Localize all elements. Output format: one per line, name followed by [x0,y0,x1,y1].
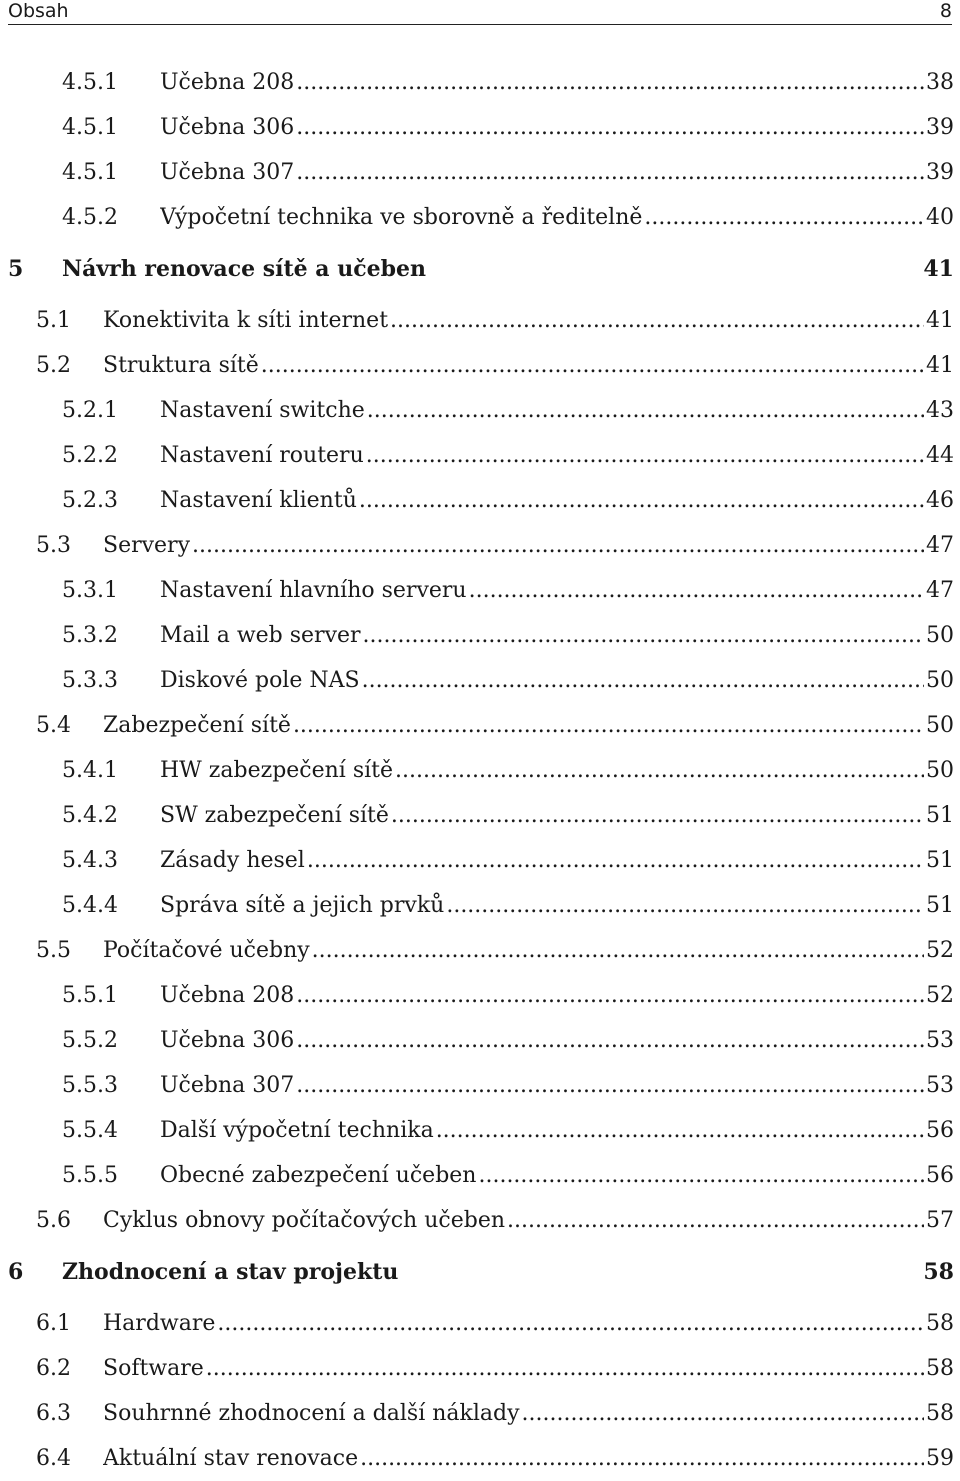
toc-entry[interactable] [0,433,960,478]
toc-entry-title: HW zabezpečení sítě [160,758,394,783]
toc-entry-line [160,613,954,658]
toc-entry-title: Učebna 306 [160,1028,295,1053]
toc-entry-page: 58 [926,1401,954,1426]
toc-entry-title: Zhodnocení a stav projektu [62,1259,399,1285]
toc-entry[interactable] [0,1346,960,1391]
toc-entry-line [62,1243,954,1301]
toc-entry-title: Zabezpečení sítě [103,713,291,738]
toc-entry[interactable] [0,928,960,973]
toc-dot-leader [296,1018,924,1063]
toc-dot-leader [296,60,924,105]
toc-entry-title: Software [103,1356,204,1381]
toc-entry[interactable] [0,1018,960,1063]
toc-dot-leader [390,298,924,343]
toc-entry[interactable] [0,1436,960,1481]
toc-entry[interactable] [0,1108,960,1153]
toc-dot-leader [312,928,924,973]
toc-entry-title: Učebna 208 [160,983,295,1008]
toc-entry-page: 50 [926,758,954,783]
toc-entry-title: Konektivita k síti internet [103,308,389,333]
toc-entry-title: Nastavení routeru [160,443,364,468]
toc-dot-leader [395,748,924,793]
toc-entry-line [160,195,954,240]
toc-entry[interactable] [0,1243,960,1301]
toc-entry-line [160,478,954,523]
toc-entry-title: Učebna 208 [160,70,295,95]
toc-entry-page: 38 [926,70,954,95]
toc-entry[interactable] [0,568,960,613]
toc-dot-leader [362,658,924,703]
toc-dot-leader [367,388,924,433]
toc-entry-number: 5.3.3 [62,668,118,693]
toc-entry-number: 5.5.5 [62,1163,118,1188]
toc-dot-leader [644,195,924,240]
toc-entry-line [160,838,954,883]
toc-entry-line [160,1018,954,1063]
toc-dot-leader [478,1153,924,1198]
toc-entry-title: Hardware [103,1311,216,1336]
toc-entry-line [160,1153,954,1198]
toc-entry-line [103,343,954,388]
toc-entry-page: 47 [926,533,954,558]
toc-entry[interactable] [0,658,960,703]
toc-entry-page: 53 [926,1073,954,1098]
toc-entry-page: 43 [926,398,954,423]
toc-entry-number: 6.4 [36,1446,71,1471]
toc-dot-leader [296,1063,924,1108]
toc-dot-leader [446,883,924,928]
toc-entry-number: 5.3.2 [62,623,118,648]
toc-entry[interactable] [0,1063,960,1108]
toc-entry[interactable] [0,150,960,195]
toc-entry-line [103,703,954,748]
toc-entry-number: 4.5.1 [62,160,118,185]
toc-entry-number: 5.3 [36,533,71,558]
toc-entry-page: 51 [926,803,954,828]
toc-entry[interactable] [0,240,960,298]
toc-dot-leader [436,1108,924,1153]
header-page-number: 8 [939,0,952,22]
toc-entry-line [160,60,954,105]
toc-entry-page: 58 [926,1356,954,1381]
toc-entry-title: Učebna 307 [160,1073,295,1098]
toc-entry-number: 6.1 [36,1311,71,1336]
toc-dot-leader [359,478,924,523]
toc-entry-number: 4.5.2 [62,205,118,230]
toc-entry[interactable] [0,388,960,433]
toc-entry-line [160,883,954,928]
toc-entry-title: Mail a web server [160,623,361,648]
toc-entry-title: Výpočetní technika ve sborovně a ředitelně [160,205,643,230]
toc-entry[interactable] [0,973,960,1018]
toc-entry-title: Nastavení switche [160,398,365,423]
toc-entry-title: Nastavení hlavního serveru [160,578,467,603]
toc-dot-leader [206,1346,924,1391]
toc-entry-line [62,240,954,298]
toc-entry-title: Cyklus obnovy počítačových učeben [103,1208,506,1233]
toc-entry-line [160,748,954,793]
toc-entry-number: 5.2.3 [62,488,118,513]
toc-entry[interactable] [0,1391,960,1436]
toc-entry-number: 5 [8,256,24,282]
toc-entry-line [103,523,954,568]
toc-entry-page: 52 [926,983,954,1008]
toc-entry[interactable] [0,60,960,105]
toc-entry[interactable] [0,838,960,883]
toc-dot-leader [391,793,924,838]
toc-entry-title: Diskové pole NAS [160,668,360,693]
toc-entry-title: Počítačové učebny [103,938,310,963]
toc-entry-page: 56 [926,1163,954,1188]
toc-entry-page: 41 [923,256,954,282]
toc-entry-title: Správa sítě a jejich prvků [160,893,445,918]
toc-dot-leader [293,703,924,748]
toc-entry-page: 53 [926,1028,954,1053]
toc-entry-line [160,793,954,838]
toc-dot-leader [307,838,924,883]
toc-dot-leader [428,240,921,298]
toc-entry[interactable] [0,195,960,240]
toc-entry-number: 5.6 [36,1208,71,1233]
header-section-title: Obsah [8,0,69,22]
toc-entry-page: 52 [926,938,954,963]
toc-dot-leader [400,1243,921,1301]
toc-entry-page: 41 [926,308,954,333]
toc-entry[interactable] [0,1153,960,1198]
toc-entry-page: 50 [926,713,954,738]
toc-entry-line [160,388,954,433]
toc-entry-number: 5.4 [36,713,71,738]
toc-entry[interactable] [0,883,960,928]
toc-entry-line [160,568,954,613]
toc-entry-number: 5.2.1 [62,398,118,423]
toc-entry-title: Struktura sítě [103,353,259,378]
toc-dot-leader [507,1198,924,1243]
toc-entry[interactable] [0,1301,960,1346]
toc-entry-page: 41 [926,353,954,378]
toc-entry-number: 4.5.1 [62,70,118,95]
toc-entry-number: 5.4.2 [62,803,118,828]
toc-entry-page: 39 [926,115,954,140]
toc-dot-leader [363,613,924,658]
toc-entry-line [103,1346,954,1391]
toc-entry-number: 6 [8,1259,24,1285]
toc-dot-leader [522,1391,924,1436]
toc-entry-number: 4.5.1 [62,115,118,140]
toc-entry-number: 5.5.2 [62,1028,118,1053]
toc-entry-line [160,150,954,195]
toc-entry-number: 5.5.1 [62,983,118,1008]
toc-entry-page: 44 [926,443,954,468]
toc-dot-leader [366,433,924,478]
toc-entry[interactable] [0,703,960,748]
toc-entry-number: 6.2 [36,1356,71,1381]
toc-entry-title: Další výpočetní technika [160,1118,434,1143]
toc-entry-title: Učebna 307 [160,160,295,185]
toc-entry-line [103,1301,954,1346]
toc-entry-page: 58 [926,1311,954,1336]
toc-entry-number: 5.2 [36,353,71,378]
toc-entry-line [103,1198,954,1243]
toc-entry-title: Nastavení klientů [160,488,357,513]
toc-entry-number: 5.2.2 [62,443,118,468]
toc-dot-leader [296,150,924,195]
toc-entry-title: Aktuální stav renovace [103,1446,359,1471]
toc-entry-line [103,1436,954,1481]
toc-entry-title: Obecné zabezpečení učeben [160,1163,477,1188]
toc-entry-number: 5.5.3 [62,1073,118,1098]
toc-entry-page: 46 [926,488,954,513]
toc-entry[interactable] [0,613,960,658]
toc-entry-title: Souhrnné zhodnocení a další náklady [103,1401,520,1426]
toc-entry[interactable] [0,298,960,343]
toc-entry[interactable] [0,105,960,150]
toc-dot-leader [217,1301,924,1346]
toc-dot-leader [469,568,924,613]
toc-entry-title: Servery [103,533,191,558]
toc-entry-page: 51 [926,893,954,918]
toc-dot-leader [296,105,924,150]
toc-entry-page: 40 [926,205,954,230]
running-header [8,0,952,25]
toc-entry-number: 6.3 [36,1401,71,1426]
toc-entry-line [160,105,954,150]
toc-entry-line [160,973,954,1018]
toc-entry[interactable] [0,343,960,388]
toc-entry-title: Učebna 306 [160,115,295,140]
toc-entry[interactable] [0,523,960,568]
toc-entry-number: 5.1 [36,308,71,333]
toc-entry-page: 39 [926,160,954,185]
toc-entry-number: 5.5 [36,938,71,963]
toc-entry-line [103,298,954,343]
toc-entry-page: 57 [926,1208,954,1233]
toc-entry-number: 5.4.3 [62,848,118,873]
toc-entry-page: 50 [926,668,954,693]
toc-entry-line [160,433,954,478]
toc-dot-leader [192,523,924,568]
toc-entry-page: 50 [926,623,954,648]
toc-entry-page: 59 [926,1446,954,1471]
toc-entry-line [103,1391,954,1436]
toc-entry-page: 58 [923,1259,954,1285]
toc-entry-number: 5.3.1 [62,578,118,603]
toc-entry-number: 5.4.4 [62,893,118,918]
toc-entry-line [103,928,954,973]
toc-entry-number: 5.5.4 [62,1118,118,1143]
toc-dot-leader [360,1436,924,1481]
toc-entry-title: SW zabezpečení sítě [160,803,389,828]
table-of-contents [0,60,960,1481]
toc-entry-page: 51 [926,848,954,873]
toc-entry-page: 47 [926,578,954,603]
toc-entry[interactable] [0,1198,960,1243]
toc-dot-leader [261,343,924,388]
toc-entry-title: Návrh renovace sítě a učeben [62,256,426,282]
toc-dot-leader [296,973,924,1018]
toc-entry-line [160,1108,954,1153]
toc-entry-title: Zásady hesel [160,848,305,873]
toc-entry-number: 5.4.1 [62,758,118,783]
toc-entry[interactable] [0,478,960,523]
toc-entry[interactable] [0,748,960,793]
toc-entry-line [160,658,954,703]
toc-entry-line [160,1063,954,1108]
toc-entry[interactable] [0,793,960,838]
toc-entry-page: 56 [926,1118,954,1143]
